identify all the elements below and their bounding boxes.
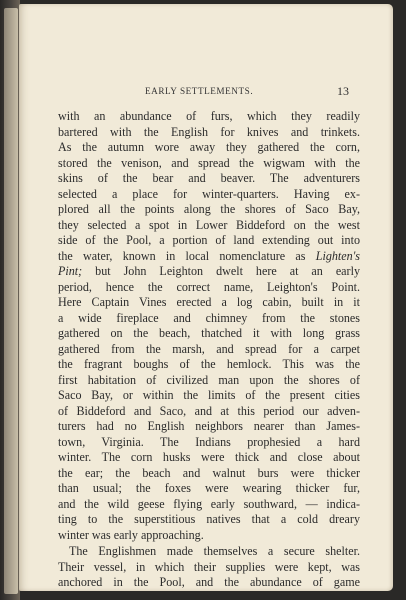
text-line: selected a place for winter-quarters. Having ex- <box>58 186 360 201</box>
place-name: Pint; <box>58 264 83 278</box>
text-line: gathered from the marsh, and spread for a carpet <box>58 341 360 356</box>
text-line: the fragrant boughs of the hemlock. This was the <box>58 357 360 371</box>
text-line: first habitation of civilized man upon the shores of <box>58 372 360 387</box>
page-header <box>19 86 393 100</box>
text-line: and the wild geese flying early southward, — indica- <box>58 496 360 511</box>
text-line: bartered with the English for knives and trinkets. <box>58 124 360 139</box>
text-line: period, hence the correct name, Leighton's Point. <box>58 279 360 294</box>
text-line: Saco Bay, or within the limits of the present cities <box>58 388 360 402</box>
text-line: the water, known in local nomenclature as Lighten's <box>58 248 360 263</box>
text-line: turers had no English neighbors nearer than James- <box>58 419 360 433</box>
book-page <box>19 4 393 591</box>
text-line: anchored in the Pool, and the abundance of game <box>58 575 360 589</box>
text-line: with an abundance of furs, which they readily <box>58 109 360 123</box>
text-line: The Englishmen made themselves a secure shelter. <box>69 544 360 558</box>
text-line: Pint; but John Leighton dwelt here at an early <box>58 264 360 278</box>
text-line: As the autumn wore away they gathered the corn, <box>58 140 360 154</box>
running-head: EARLY SETTLEMENTS. <box>145 86 254 96</box>
text-line: than usual; the foxes were wearing thicker fur, <box>58 481 360 495</box>
text-line: side of the Pool, a portion of land extending out into <box>58 233 360 247</box>
text-line: a wide fireplace and chimney from the stones <box>58 310 360 325</box>
text-line: town, Virginia. The Indians prophesied a hard <box>58 434 360 449</box>
body-text <box>58 109 360 591</box>
text-line: Here Captain Vines erected a log cabin, built in it <box>58 295 360 309</box>
text-line: stored the venison, and spread the wigwam with the <box>58 155 360 170</box>
previous-page-edge <box>4 8 18 594</box>
text-line: they selected a spot in Lower Biddeford on the west <box>58 217 360 232</box>
text-line: Their vessel, in which their supplies were kept, was <box>58 559 360 574</box>
text-line: ting to the superstitious natives that a cold dreary <box>58 512 360 526</box>
text-line: skins of the bear and beaver. The adventurers <box>58 171 360 185</box>
text-line: winter was early approaching. <box>58 527 204 542</box>
text-line: gathered on the beach, thatched it with long grass <box>58 326 360 340</box>
page-number: 13 <box>337 84 349 98</box>
text-line: the ear; the beach and walnut burs were thicker <box>58 465 360 480</box>
place-name: Lighten's <box>315 248 360 263</box>
text-line: plored all the points along the shores of Saco Bay, <box>58 202 360 216</box>
text-line: of Biddeford and Saco, and at this period our adven- <box>58 403 360 418</box>
text-line: winter. The corn husks were thick and close about <box>58 450 360 464</box>
